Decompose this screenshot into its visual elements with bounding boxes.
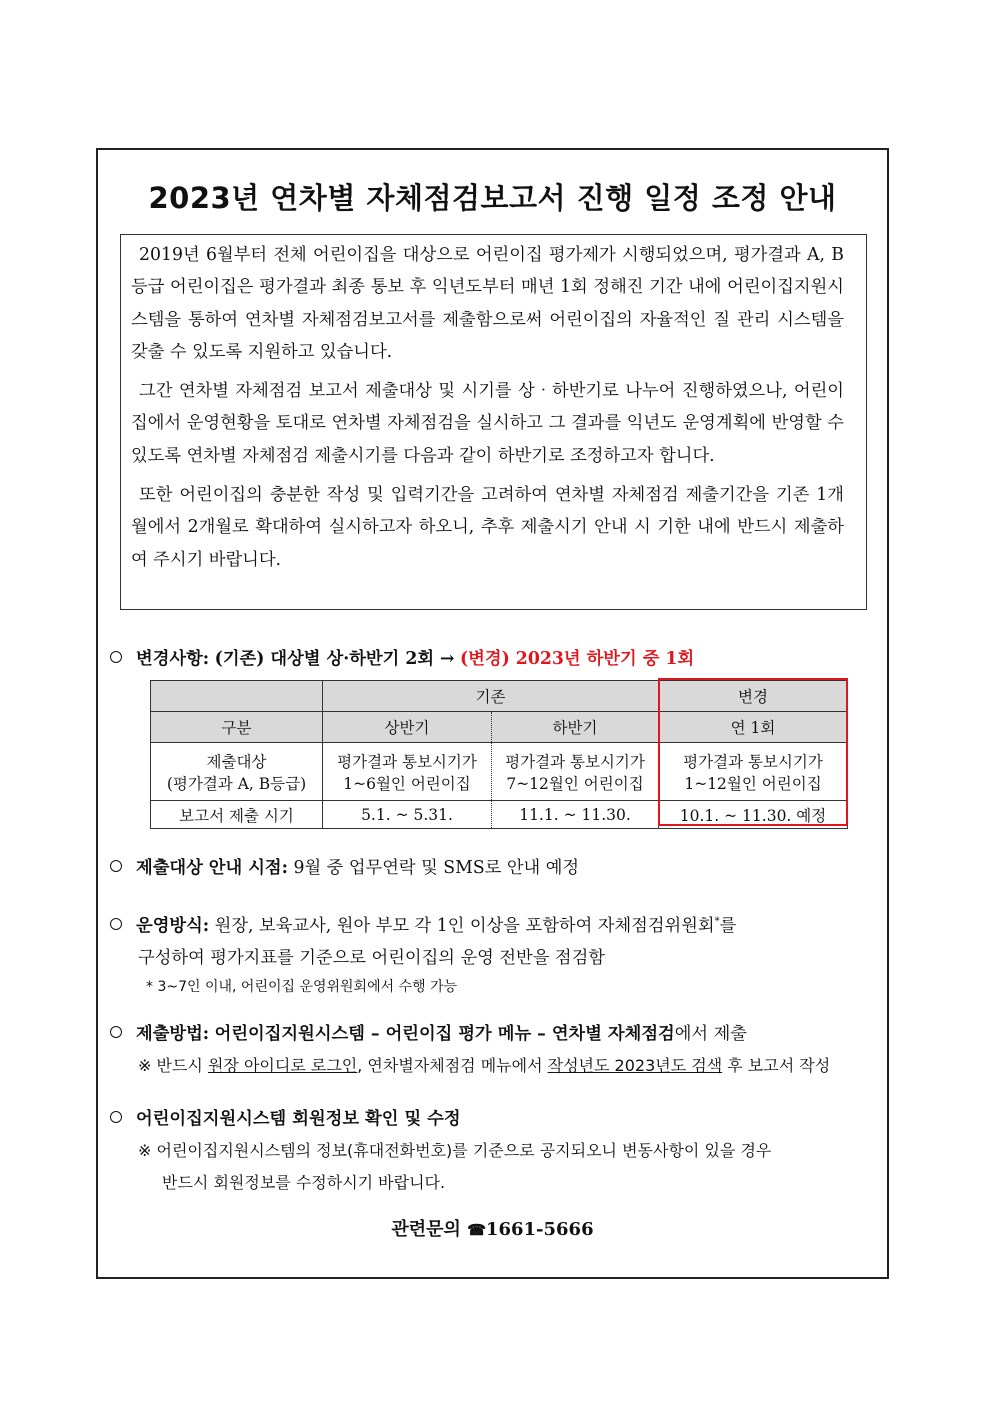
method-label: 제출방법:: [136, 1024, 210, 1044]
cell-line: (평가결과 A, B등급): [166, 774, 307, 793]
schedule-table: [150, 680, 848, 829]
notice-label: 제출대상 안내 시점:: [136, 858, 288, 878]
change-label: 변경사항:: [136, 649, 210, 669]
contact-line: [98, 1215, 887, 1241]
cell-line: 평가결과 통보시기가: [683, 752, 823, 771]
page-title: 2023년 연차별 자체점검보고서 진행 일정 조정 안내: [148, 181, 837, 215]
method-note-login: 원장 아이디로 로그인: [207, 1056, 358, 1075]
cell-line: 1~6월인 어린이집: [343, 774, 471, 793]
operation-note: * 3~7인 이내, 어린이집 운영위원회에서 수행 가능: [146, 978, 458, 995]
method-item: [110, 1018, 877, 1082]
contact-phone: 1661-5666: [485, 1219, 594, 1240]
table-cell-first-target: [323, 743, 492, 801]
operation-label: 운영방식:: [136, 915, 210, 936]
table-row-target-label: [151, 743, 323, 801]
member-note-2: 반드시 회원정보를 수정하시기 바랍니다.: [162, 1173, 446, 1192]
cell-line: 제출대상: [206, 752, 267, 771]
cell-line: 7~12월인 어린이집: [506, 774, 644, 793]
phone-icon: ☎: [467, 1221, 486, 1239]
header-first-half: 상반기: [323, 712, 492, 743]
header-yearly: 연 1회: [659, 712, 848, 743]
operation-footnote-mark: *: [714, 916, 720, 927]
change-after: (변경) 2023년 하반기 중 1회: [460, 649, 695, 669]
method-note: [110, 1050, 877, 1082]
table-cell-second-target: [492, 743, 659, 801]
circle-bullet-icon: [110, 651, 122, 663]
circle-bullet-icon: [110, 918, 122, 930]
operation-text-2: 구성하여 평가지표를 기준으로 어린이집의 운영 전반을 점검함: [138, 947, 605, 968]
table-corner-cell: [151, 681, 323, 712]
header-category: 구분: [151, 712, 323, 743]
operation-text-1b: 를: [719, 915, 737, 936]
intro-paragraph-1: 2019년 6월부터 전체 어린이집을 대상으로 어린이집 평가제가 시행되었으며, 평가결과 A, B등급 어린이집은 평가결과 최종 통보 후 익년도부터 매년 1회 정해진 기간 내에 어린이집지원시스템을 통하여 연차별 자체점검보고서를 제출함으로써 어린이집의 자율적인 질 관리 시스템을 갖출 수 있도록 지원하고 있습니다.: [131, 245, 844, 362]
change-before: (기존) 대상별 상·하반기 2회 →: [214, 649, 455, 669]
table-cell-yearly-period: 10.1. ~ 11.30. 예정: [659, 801, 848, 829]
intro-paragraph-2: 그간 연차별 자체점검 보고서 제출대상 및 시기를 상‧하반기로 나누어 진행하였으나, 어린이집에서 운영현황을 토대로 연차별 자체점검을 실시하고 그 결과를 익년도 운영계획에 반영할 수 있도록 연차별 자체점검 제출시기를 다음과 같이 하반기로 조정하고자 합니다.: [131, 381, 844, 466]
method-note-search: 작성년도 2023년도 검색: [547, 1056, 723, 1075]
cell-line: 1~12월인 어린이집: [684, 774, 822, 793]
header-changed: 변경: [659, 681, 848, 712]
member-item: [110, 1103, 877, 1199]
circle-bullet-icon: [110, 1111, 122, 1123]
cell-line: 평가결과 통보시기가: [337, 752, 477, 771]
change-item: [110, 644, 877, 669]
intro-box: [120, 234, 867, 610]
method-suffix: 에서 제출: [674, 1024, 747, 1044]
table-cell-yearly-target: [659, 743, 848, 801]
method-note-mid: , 연차별자체점검 메뉴에서: [357, 1056, 543, 1075]
member-heading: 어린이집지원시스템 회원정보 확인 및 수정: [136, 1109, 461, 1129]
header-second-half: 하반기: [492, 712, 659, 743]
method-path: 어린이집지원시스템 – 어린이집 평가 메뉴 – 연차별 자체점검: [214, 1024, 675, 1044]
method-note-post: 후 보고서 작성: [727, 1056, 831, 1075]
table-cell-second-period: 11.1. ~ 11.30.: [492, 801, 659, 829]
contact-label: 관련문의: [391, 1219, 461, 1240]
cell-line: 평가결과 통보시기가: [505, 752, 645, 771]
operation-item: [110, 906, 877, 1000]
member-note-1: ※ 어린이집지원시스템의 정보(휴대전화번호)를 기준으로 공지되오니 변동사항이 있을 경우: [138, 1141, 772, 1160]
table-cell-first-period: 5.1. ~ 5.31.: [323, 801, 492, 829]
circle-bullet-icon: [110, 860, 122, 872]
table-row-period-label: 보고서 제출 시기: [151, 801, 323, 829]
method-note-pre: ※ 반드시: [138, 1056, 203, 1075]
operation-text-1: 원장, 보육교사, 원아 부모 각 1인 이상을 포함하여 자체점검위원회: [214, 915, 715, 936]
notice-item: [110, 853, 877, 878]
document-frame: [96, 148, 889, 1279]
notice-text: 9월 중 업무연락 및 SMS로 안내 예정: [293, 858, 580, 878]
header-existing: 기존: [323, 681, 659, 712]
intro-paragraph-3: 또한 어린이집의 충분한 작성 및 입력기간을 고려하여 연차별 자체점검 제출기간을 기존 1개월에서 2개월로 확대하여 실시하고자 하오니, 추후 제출시기 안내 시 기한 내에 반드시 제출하여 주시기 바랍니다.: [131, 485, 844, 570]
circle-bullet-icon: [110, 1026, 122, 1038]
